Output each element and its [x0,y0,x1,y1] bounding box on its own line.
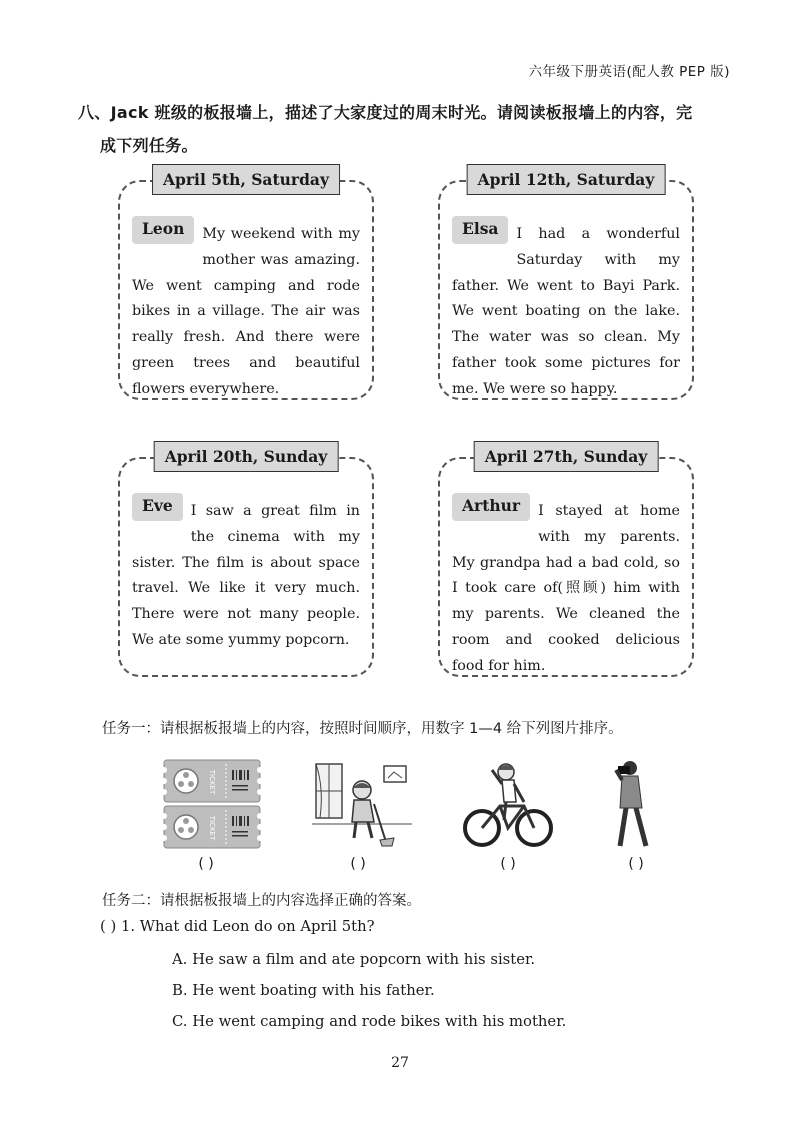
answer-blank[interactable]: ( ) [350,856,366,872]
question-blank[interactable]: ( ) [100,918,117,935]
ticket-text: TICKET [208,815,216,841]
card-name-tag: Arthur [452,493,530,521]
section-title-line1: 八、Jack 班级的板报墙上，描述了大家度过的周末时光。请阅读板报墙上的内容，完 [78,103,693,122]
boy-sweeping-icon [312,758,412,854]
page-number: 27 [391,1055,409,1071]
option-c: C. He went camping and rode bikes with his mother. [172,1013,567,1030]
card-name-tag: Eve [132,493,183,521]
card-text: I had a wonderful Saturday with my father. We went to Bayi Park. We went boating on the lake. The water was so clean. My father took some pictures for me. We were so happy. [452,226,680,397]
answer-blank[interactable]: ( ) [198,856,214,872]
ticket-text: TICKET [208,769,216,795]
book-header: 六年级下册英语(配人教 PEP 版) [528,64,730,80]
section-title-line2: 成下列任务。 [100,136,198,155]
card-date: April 27th, Sunday [474,441,659,472]
answer-blank[interactable]: ( ) [628,856,644,872]
movie-tickets-icon [162,758,262,854]
card-body [132,219,360,403]
card-date: April 20th, Sunday [154,441,339,472]
card-name-tag: Elsa [452,216,508,244]
notice-card-arthur [438,447,694,677]
card-body [452,496,680,680]
card-date: April 5th, Saturday [152,164,340,195]
notice-card-elsa [438,170,694,400]
option-a: A. He saw a film and ate popcorn with his sister. [172,951,536,968]
question-text: 1. What did Leon do on April 5th? [120,918,375,935]
card-text: My weekend with my mother was amazing. We went camping and rode bikes in a village. The air was really fresh. And there were green trees and beautiful flowers everywhere. [132,226,360,397]
card-body [452,219,680,403]
notice-card-leon [118,170,374,400]
answer-blank[interactable]: ( ) [500,856,516,872]
section-title [78,96,728,162]
card-text: I saw a great film in the cinema with my sister. The film is about space travel. We like it very much. There were not many people. We ate some yummy popcorn. [132,503,360,648]
task1-label: 任务一：请根据板报墙上的内容，按照时间顺序，用数字 1—4 给下列图片排序。 [102,721,623,737]
card-text: I stayed at home with my parents. My grandpa had a bad cold, so I took care of(照顾) him with my parents. We cleaned the room and cooked delicious food for him. [452,503,680,674]
photographer-icon [604,758,664,854]
card-body [132,496,360,654]
cyclist-icon [462,758,554,854]
option-b: B. He went boating with his father. [172,982,435,999]
question-1 [100,918,375,935]
card-date: April 12th, Saturday [467,164,666,195]
card-name-tag: Leon [132,216,194,244]
task2-label: 任务二：请根据板报墙上的内容选择正确的答案。 [102,893,421,909]
notice-card-eve [118,447,374,677]
